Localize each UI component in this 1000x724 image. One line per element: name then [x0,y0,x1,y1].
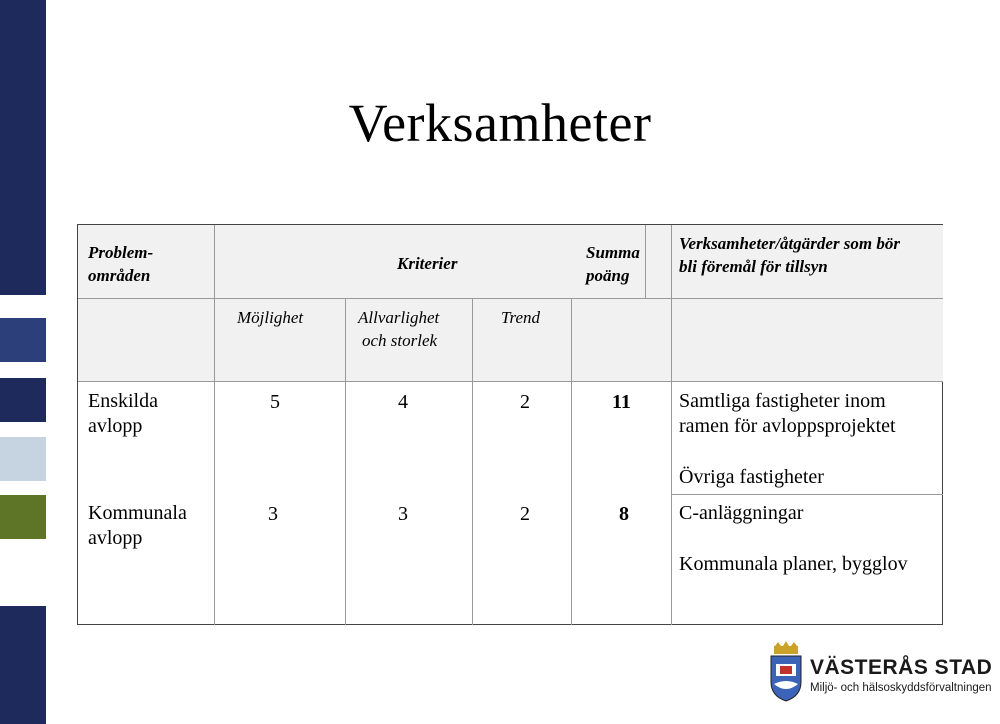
header-activities-line2: bli föremål för tillsyn [679,257,828,276]
header-criteria-label: Kriterier [397,254,458,273]
subheader-possibility-label: Möjlighet [237,308,304,327]
row2-sum: 8 [619,503,629,525]
row1-trend: 2 [520,391,530,413]
row2-severity: 3 [398,503,408,525]
subheader-trend [473,299,572,382]
subheader-trend-label: Trend [501,308,541,327]
row2-activity-1: C-anläggningar [679,502,804,524]
header-activities-line1: Verksamheter/åtgärder som bör [679,234,901,253]
subheader-problem-empty [78,299,215,382]
subheader-activities-empty [672,299,943,382]
header-sum-points [572,225,672,299]
decor-square-4 [0,437,46,481]
subheader-sum-empty [572,299,672,382]
row1-possibility: 5 [270,391,280,413]
decor-square-3 [0,378,46,422]
subheader-severity-line1: Allvarlighet [358,308,440,327]
row2-area-line1: Kommunala [88,502,187,524]
header-problem-areas-line1: Problem- [88,243,154,262]
vasteras-logo [766,644,993,704]
decor-square-2 [0,318,46,362]
header-problem-areas [78,225,215,299]
col-divider [215,382,346,625]
page-title: Verksamheter [348,93,652,153]
row2-area-line2: avlopp [88,527,143,549]
col-divider [346,382,473,625]
logo-name: VÄSTERÅS STAD [810,656,993,679]
row1-activity-1: Samtliga fastigheter inom [679,390,886,412]
decor-square-5 [0,495,46,539]
row1-activity-3: Övriga fastigheter [679,466,824,488]
criteria-table [77,224,943,625]
subheader-severity [346,299,473,382]
header-problem-areas-line2: områden [88,266,151,285]
header-activities [672,225,943,299]
row1-sum: 11 [612,391,631,413]
subheader-possibility [215,299,346,382]
row2-trend: 2 [520,503,530,525]
row-divider [672,494,943,495]
subheader-severity-line2: och storlek [362,331,438,350]
row2-possibility: 3 [268,503,278,525]
decor-square-6 [0,606,46,724]
row1-area-line2: avlopp [88,415,143,437]
header-sum-line2: poäng [586,266,630,285]
row1-activity-2: ramen för avloppsprojektet [679,415,896,437]
row2-activity-2: Kommunala planer, bygglov [679,553,908,575]
row1-severity: 4 [398,391,408,413]
row1-area-line1: Enskilda [88,390,158,412]
header-sum-line1: Summa [586,243,640,262]
coat-of-arms-icon [768,644,804,702]
logo-subtitle: Miljö- och hälsoskyddsförvaltningen [810,682,992,694]
